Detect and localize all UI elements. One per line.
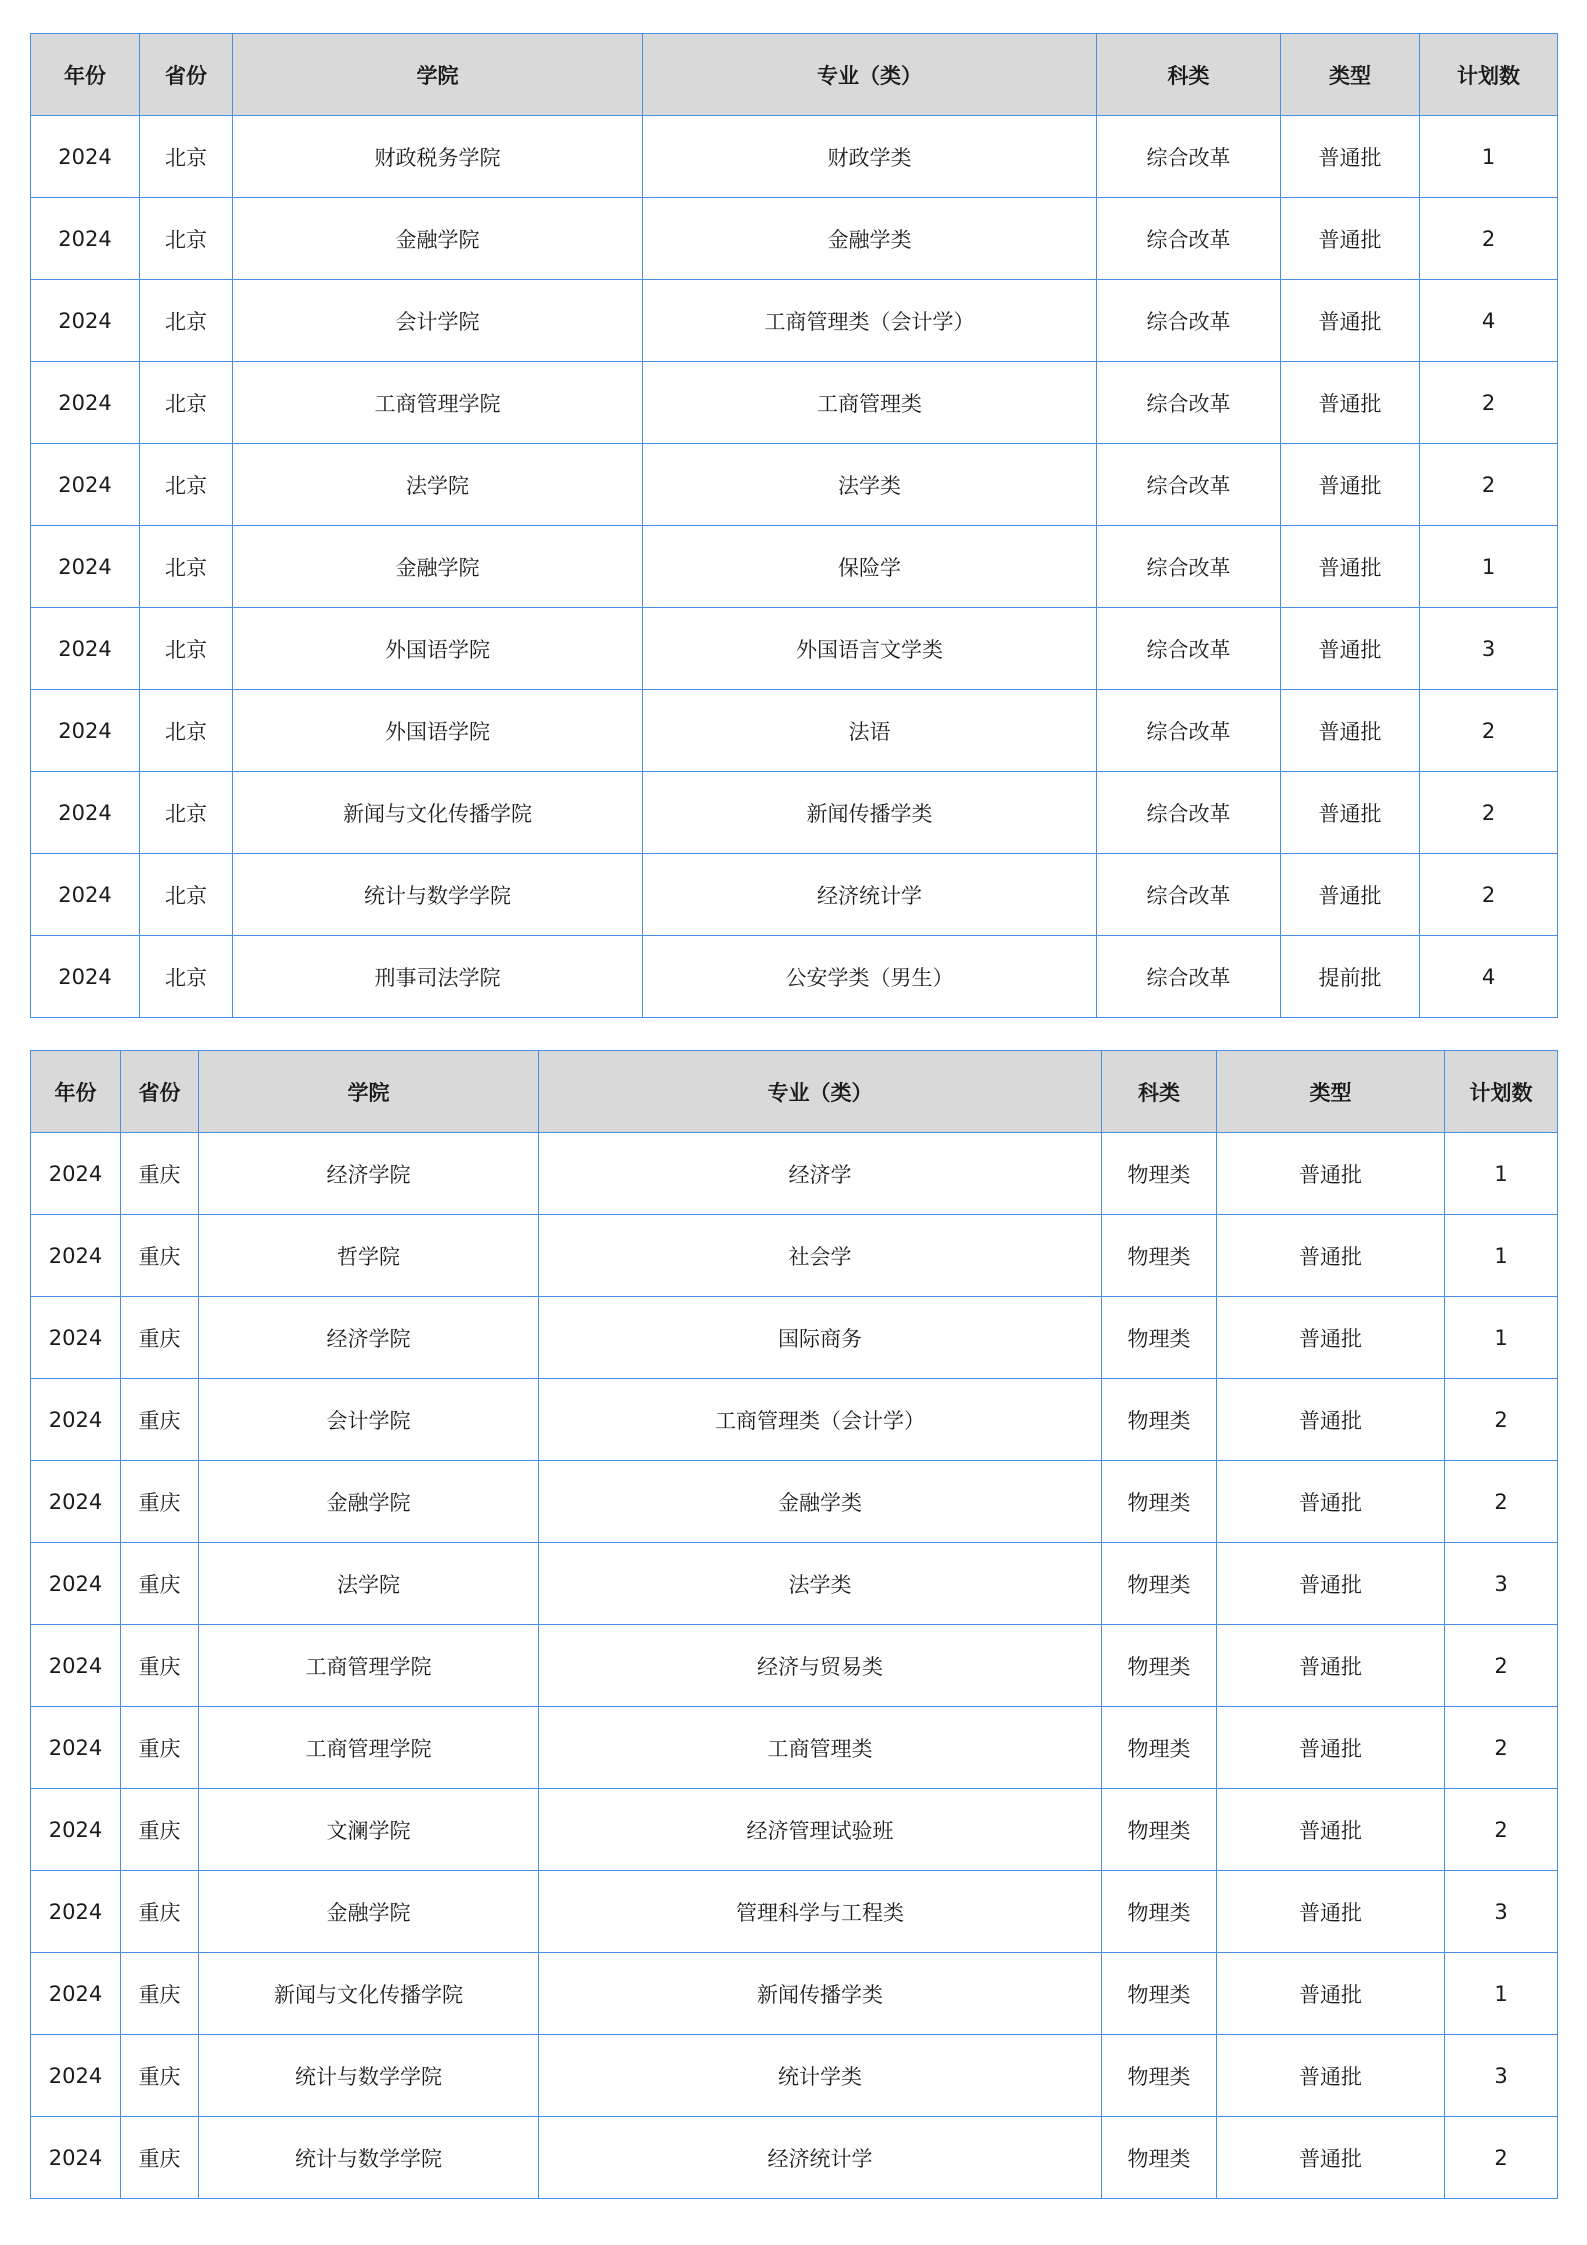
cell-year: 2024 [31, 116, 140, 198]
table-row [31, 608, 1558, 690]
header-plan-count: 计划数 [1445, 1051, 1558, 1133]
table-row [31, 690, 1558, 772]
table-row [31, 1789, 1558, 1871]
table-row [31, 1461, 1558, 1543]
cell-plan-count: 2 [1420, 772, 1558, 854]
cell-college: 法学院 [233, 444, 643, 526]
cell-year: 2024 [31, 2117, 121, 2199]
cell-major: 管理科学与工程类 [539, 1871, 1102, 1953]
cell-subject: 综合改革 [1097, 608, 1281, 690]
cell-subject: 综合改革 [1097, 116, 1281, 198]
header-plan-count: 计划数 [1420, 34, 1558, 116]
cell-province: 重庆 [121, 1215, 199, 1297]
cell-batch-type: 普通批 [1281, 690, 1420, 772]
cell-year: 2024 [31, 1625, 121, 1707]
table-row [31, 362, 1558, 444]
cell-plan-count: 4 [1420, 936, 1558, 1018]
cell-plan-count: 2 [1420, 362, 1558, 444]
cell-year: 2024 [31, 854, 140, 936]
table-row [31, 1215, 1558, 1297]
cell-subject: 综合改革 [1097, 936, 1281, 1018]
cell-college: 刑事司法学院 [233, 936, 643, 1018]
cell-year: 2024 [31, 362, 140, 444]
cell-major: 新闻传播学类 [643, 772, 1097, 854]
cell-subject: 综合改革 [1097, 444, 1281, 526]
header-batch-type: 类型 [1217, 1051, 1445, 1133]
cell-batch-type: 普通批 [1217, 1707, 1445, 1789]
cell-batch-type: 普通批 [1217, 1789, 1445, 1871]
cell-major: 经济管理试验班 [539, 1789, 1102, 1871]
cell-college: 经济学院 [199, 1297, 539, 1379]
cell-subject: 综合改革 [1097, 280, 1281, 362]
table-row [31, 1953, 1558, 2035]
cell-college: 金融学院 [199, 1871, 539, 1953]
header-college: 学院 [233, 34, 643, 116]
cell-plan-count: 1 [1445, 1953, 1558, 2035]
table-header-row [31, 1051, 1558, 1133]
cell-major: 社会学 [539, 1215, 1102, 1297]
cell-province: 北京 [140, 854, 233, 936]
cell-year: 2024 [31, 1133, 121, 1215]
cell-plan-count: 2 [1445, 1789, 1558, 1871]
table-row [31, 1543, 1558, 1625]
cell-college: 法学院 [199, 1543, 539, 1625]
cell-college: 工商管理学院 [199, 1625, 539, 1707]
cell-subject: 物理类 [1102, 1871, 1217, 1953]
cell-batch-type: 普通批 [1217, 1871, 1445, 1953]
cell-province: 重庆 [121, 1133, 199, 1215]
cell-batch-type: 普通批 [1217, 1543, 1445, 1625]
table-row [31, 936, 1558, 1018]
cell-province: 重庆 [121, 1707, 199, 1789]
table-row [31, 2035, 1558, 2117]
cell-subject: 物理类 [1102, 1789, 1217, 1871]
header-province: 省份 [140, 34, 233, 116]
cell-province: 重庆 [121, 1789, 199, 1871]
cell-plan-count: 2 [1420, 198, 1558, 280]
cell-subject: 物理类 [1102, 1379, 1217, 1461]
cell-batch-type: 普通批 [1217, 1133, 1445, 1215]
cell-major: 经济统计学 [643, 854, 1097, 936]
header-major: 专业（类） [643, 34, 1097, 116]
cell-year: 2024 [31, 198, 140, 280]
header-subject: 科类 [1102, 1051, 1217, 1133]
cell-major: 工商管理类 [539, 1707, 1102, 1789]
cell-batch-type: 提前批 [1281, 936, 1420, 1018]
cell-province: 北京 [140, 608, 233, 690]
cell-year: 2024 [31, 1953, 121, 2035]
cell-plan-count: 2 [1445, 1379, 1558, 1461]
cell-year: 2024 [31, 1215, 121, 1297]
cell-major: 公安学类（男生） [643, 936, 1097, 1018]
header-province: 省份 [121, 1051, 199, 1133]
cell-major: 金融学类 [539, 1461, 1102, 1543]
cell-year: 2024 [31, 2035, 121, 2117]
cell-college: 统计与数学学院 [233, 854, 643, 936]
header-year: 年份 [31, 34, 140, 116]
cell-college: 外国语学院 [233, 690, 643, 772]
table-row [31, 1625, 1558, 1707]
cell-batch-type: 普通批 [1217, 1297, 1445, 1379]
table-row [31, 1297, 1558, 1379]
cell-province: 重庆 [121, 2117, 199, 2199]
cell-plan-count: 2 [1445, 1707, 1558, 1789]
cell-major: 经济统计学 [539, 2117, 1102, 2199]
cell-college: 统计与数学学院 [199, 2035, 539, 2117]
cell-province: 北京 [140, 526, 233, 608]
cell-batch-type: 普通批 [1281, 362, 1420, 444]
header-major: 专业（类） [539, 1051, 1102, 1133]
cell-subject: 综合改革 [1097, 772, 1281, 854]
cell-year: 2024 [31, 526, 140, 608]
cell-province: 重庆 [121, 1871, 199, 1953]
cell-major: 法学类 [539, 1543, 1102, 1625]
cell-subject: 物理类 [1102, 1707, 1217, 1789]
cell-plan-count: 1 [1445, 1215, 1558, 1297]
table-row [31, 1871, 1558, 1953]
cell-college: 财政税务学院 [233, 116, 643, 198]
cell-province: 北京 [140, 772, 233, 854]
cell-province: 重庆 [121, 1297, 199, 1379]
cell-batch-type: 普通批 [1217, 1461, 1445, 1543]
cell-subject: 综合改革 [1097, 198, 1281, 280]
cell-batch-type: 普通批 [1281, 772, 1420, 854]
cell-province: 重庆 [121, 1543, 199, 1625]
cell-subject: 综合改革 [1097, 690, 1281, 772]
cell-batch-type: 普通批 [1217, 1625, 1445, 1707]
cell-province: 重庆 [121, 1953, 199, 2035]
cell-batch-type: 普通批 [1217, 1953, 1445, 2035]
cell-plan-count: 2 [1420, 854, 1558, 936]
cell-year: 2024 [31, 444, 140, 526]
cell-plan-count: 1 [1445, 1297, 1558, 1379]
cell-year: 2024 [31, 608, 140, 690]
cell-year: 2024 [31, 936, 140, 1018]
cell-college: 新闻与文化传播学院 [199, 1953, 539, 2035]
table-row [31, 772, 1558, 854]
cell-subject: 综合改革 [1097, 854, 1281, 936]
cell-plan-count: 2 [1445, 2117, 1558, 2199]
cell-college: 新闻与文化传播学院 [233, 772, 643, 854]
beijing-plan-table [30, 33, 1558, 1018]
cell-year: 2024 [31, 1461, 121, 1543]
cell-college: 工商管理学院 [233, 362, 643, 444]
cell-year: 2024 [31, 772, 140, 854]
cell-college: 工商管理学院 [199, 1707, 539, 1789]
cell-subject: 物理类 [1102, 1625, 1217, 1707]
cell-subject: 物理类 [1102, 1461, 1217, 1543]
chongqing-table-body [31, 1133, 1558, 2199]
cell-province: 北京 [140, 690, 233, 772]
cell-plan-count: 3 [1445, 2035, 1558, 2117]
cell-province: 北京 [140, 116, 233, 198]
table-row [31, 444, 1558, 526]
cell-major: 法语 [643, 690, 1097, 772]
cell-plan-count: 4 [1420, 280, 1558, 362]
cell-year: 2024 [31, 1379, 121, 1461]
cell-plan-count: 1 [1420, 116, 1558, 198]
cell-batch-type: 普通批 [1281, 444, 1420, 526]
table-header-row [31, 34, 1558, 116]
cell-year: 2024 [31, 1543, 121, 1625]
cell-major: 保险学 [643, 526, 1097, 608]
table-row [31, 1133, 1558, 1215]
cell-year: 2024 [31, 1707, 121, 1789]
table-row [31, 2117, 1558, 2199]
table-row [31, 526, 1558, 608]
cell-major: 经济与贸易类 [539, 1625, 1102, 1707]
cell-province: 重庆 [121, 1625, 199, 1707]
cell-major: 工商管理类（会计学） [539, 1379, 1102, 1461]
cell-college: 金融学院 [233, 198, 643, 280]
cell-batch-type: 普通批 [1281, 854, 1420, 936]
cell-major: 工商管理类（会计学） [643, 280, 1097, 362]
cell-province: 北京 [140, 444, 233, 526]
header-batch-type: 类型 [1281, 34, 1420, 116]
chongqing-plan-table [30, 1050, 1558, 2199]
cell-batch-type: 普通批 [1217, 1215, 1445, 1297]
table-row [31, 854, 1558, 936]
cell-major: 经济学 [539, 1133, 1102, 1215]
cell-province: 北京 [140, 280, 233, 362]
table-row [31, 1707, 1558, 1789]
cell-plan-count: 2 [1420, 444, 1558, 526]
cell-province: 重庆 [121, 1461, 199, 1543]
cell-major: 工商管理类 [643, 362, 1097, 444]
cell-subject: 物理类 [1102, 2035, 1217, 2117]
cell-year: 2024 [31, 1871, 121, 1953]
cell-major: 统计学类 [539, 2035, 1102, 2117]
cell-batch-type: 普通批 [1281, 116, 1420, 198]
cell-plan-count: 3 [1420, 608, 1558, 690]
header-year: 年份 [31, 1051, 121, 1133]
cell-college: 金融学院 [199, 1461, 539, 1543]
cell-college: 哲学院 [199, 1215, 539, 1297]
table-row [31, 1379, 1558, 1461]
header-subject: 科类 [1097, 34, 1281, 116]
cell-batch-type: 普通批 [1281, 198, 1420, 280]
cell-major: 国际商务 [539, 1297, 1102, 1379]
cell-plan-count: 1 [1445, 1133, 1558, 1215]
cell-province: 重庆 [121, 1379, 199, 1461]
cell-province: 北京 [140, 362, 233, 444]
cell-year: 2024 [31, 690, 140, 772]
cell-plan-count: 1 [1420, 526, 1558, 608]
cell-subject: 物理类 [1102, 1543, 1217, 1625]
table-row [31, 116, 1558, 198]
cell-subject: 物理类 [1102, 1297, 1217, 1379]
cell-college: 经济学院 [199, 1133, 539, 1215]
cell-plan-count: 2 [1420, 690, 1558, 772]
cell-college: 金融学院 [233, 526, 643, 608]
cell-plan-count: 3 [1445, 1543, 1558, 1625]
cell-year: 2024 [31, 280, 140, 362]
cell-major: 法学类 [643, 444, 1097, 526]
cell-subject: 物理类 [1102, 1215, 1217, 1297]
cell-province: 重庆 [121, 2035, 199, 2117]
cell-year: 2024 [31, 1789, 121, 1871]
cell-batch-type: 普通批 [1217, 2117, 1445, 2199]
cell-major: 新闻传播学类 [539, 1953, 1102, 2035]
cell-batch-type: 普通批 [1281, 526, 1420, 608]
cell-college: 会计学院 [199, 1379, 539, 1461]
cell-plan-count: 2 [1445, 1461, 1558, 1543]
cell-subject: 物理类 [1102, 2117, 1217, 2199]
cell-major: 金融学类 [643, 198, 1097, 280]
cell-batch-type: 普通批 [1281, 280, 1420, 362]
cell-college: 会计学院 [233, 280, 643, 362]
cell-batch-type: 普通批 [1217, 1379, 1445, 1461]
cell-plan-count: 3 [1445, 1871, 1558, 1953]
table-row [31, 198, 1558, 280]
cell-province: 北京 [140, 936, 233, 1018]
cell-subject: 综合改革 [1097, 526, 1281, 608]
cell-subject: 物理类 [1102, 1953, 1217, 2035]
cell-year: 2024 [31, 1297, 121, 1379]
cell-batch-type: 普通批 [1281, 608, 1420, 690]
cell-college: 文澜学院 [199, 1789, 539, 1871]
table-row [31, 280, 1558, 362]
cell-subject: 物理类 [1102, 1133, 1217, 1215]
cell-subject: 综合改革 [1097, 362, 1281, 444]
beijing-table-body [31, 116, 1558, 1018]
cell-batch-type: 普通批 [1217, 2035, 1445, 2117]
cell-college: 统计与数学学院 [199, 2117, 539, 2199]
cell-province: 北京 [140, 198, 233, 280]
header-college: 学院 [199, 1051, 539, 1133]
cell-major: 财政学类 [643, 116, 1097, 198]
cell-college: 外国语学院 [233, 608, 643, 690]
cell-major: 外国语言文学类 [643, 608, 1097, 690]
cell-plan-count: 2 [1445, 1625, 1558, 1707]
